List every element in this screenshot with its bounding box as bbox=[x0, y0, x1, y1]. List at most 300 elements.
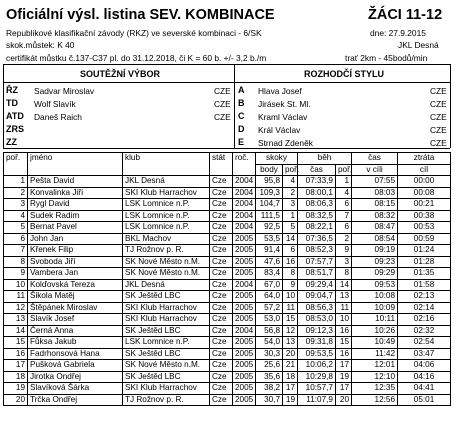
divider bbox=[3, 148, 450, 149]
cell-name: Bernat Pavel bbox=[28, 222, 123, 234]
cell-total-time: 08:54 bbox=[352, 233, 398, 245]
cell-place: 7 bbox=[4, 245, 28, 257]
cell-club: SKI Klub Harrachov bbox=[123, 187, 210, 199]
cell-year: 2004 bbox=[233, 279, 256, 291]
cell-year: 2005 bbox=[233, 256, 256, 268]
cell-name: Černá Anna bbox=[28, 325, 123, 337]
hill-info: skok.můstek: K 40 bbox=[6, 40, 75, 50]
jury-nat: CZE bbox=[214, 86, 231, 96]
cell-name: Šikola Matěj bbox=[28, 291, 123, 303]
cell-jump-points: 30,3 bbox=[256, 348, 283, 360]
cell-club: SKI Klub Harrachov bbox=[123, 302, 210, 314]
cell-loss: 02:32 bbox=[398, 325, 451, 337]
table-row bbox=[4, 210, 451, 222]
cell-nat: Cze bbox=[210, 302, 233, 314]
table-row bbox=[4, 245, 451, 257]
col-run-time: čas bbox=[298, 164, 336, 176]
divider bbox=[234, 64, 235, 148]
cell-year: 2004 bbox=[233, 222, 256, 234]
cell-loss: 00:21 bbox=[398, 199, 451, 211]
cell-name: Kolďovská Tereza bbox=[28, 279, 123, 291]
cell-place: 10 bbox=[4, 279, 28, 291]
cell-nat: Cze bbox=[210, 279, 233, 291]
cell-year: 2005 bbox=[233, 245, 256, 257]
cell-nat: Cze bbox=[210, 383, 233, 395]
cell-year: 2004 bbox=[233, 176, 256, 188]
cell-year: 2004 bbox=[233, 325, 256, 337]
cell-place: 13 bbox=[4, 314, 28, 326]
cell-club: SK Ještěd LBC bbox=[123, 348, 210, 360]
cell-nat: Cze bbox=[210, 371, 233, 383]
cell-jump-place: 18 bbox=[283, 371, 298, 383]
cell-club: LSK Lomnice n.P. bbox=[123, 337, 210, 349]
cell-year: 2004 bbox=[233, 210, 256, 222]
cell-year: 2004 bbox=[233, 199, 256, 211]
cell-total-time: 08:03 bbox=[352, 187, 398, 199]
cell-jump-points: 53,5 bbox=[256, 233, 283, 245]
cell-run-place: 11 bbox=[336, 302, 352, 314]
table-row bbox=[4, 302, 451, 314]
col-loss-sub: cíl bbox=[398, 164, 451, 176]
jury-name: Wolf Slavík bbox=[34, 99, 76, 109]
cell-name: Fadrhonsová Hana bbox=[28, 348, 123, 360]
cell-run-place: 10 bbox=[336, 314, 352, 326]
cell-run-time: 08:56,3 bbox=[298, 302, 336, 314]
cell-jump-points: 83,4 bbox=[256, 268, 283, 280]
cell-jump-points: 67,0 bbox=[256, 279, 283, 291]
cell-club: SK Nové Město n.M. bbox=[123, 256, 210, 268]
cell-run-place: 9 bbox=[336, 245, 352, 257]
cell-jump-place: 6 bbox=[283, 245, 298, 257]
cell-club: TJ Rožnov p. R. bbox=[123, 394, 210, 406]
cell-nat: Cze bbox=[210, 199, 233, 211]
cell-place: 15 bbox=[4, 337, 28, 349]
cell-jump-place: 13 bbox=[283, 337, 298, 349]
cell-club: SKI Klub Harrachov bbox=[123, 383, 210, 395]
cell-nat: Cze bbox=[210, 325, 233, 337]
track-info: trať 2km - 45bodů/min bbox=[345, 53, 428, 63]
jury-role: ZZ bbox=[6, 137, 17, 147]
cell-run-time: 07:57,7 bbox=[298, 256, 336, 268]
cell-place: 4 bbox=[4, 210, 28, 222]
cell-place: 9 bbox=[4, 268, 28, 280]
judge-nat: CZE bbox=[430, 138, 447, 148]
col-run: běh bbox=[298, 153, 352, 165]
col-nat: stát bbox=[210, 153, 233, 176]
cell-jump-place: 16 bbox=[283, 256, 298, 268]
cell-jump-place: 19 bbox=[283, 394, 298, 406]
cell-run-place: 19 bbox=[336, 371, 352, 383]
table-row bbox=[4, 187, 451, 199]
cell-name: Štěpánek Miroslav bbox=[28, 302, 123, 314]
cell-run-place: 17 bbox=[336, 383, 352, 395]
cell-total-time: 08:15 bbox=[352, 199, 398, 211]
judge-name: Strnad Zdeněk bbox=[258, 138, 313, 148]
cell-place: 18 bbox=[4, 371, 28, 383]
cell-jump-points: 54,0 bbox=[256, 337, 283, 349]
cell-club: JKL Desná bbox=[123, 279, 210, 291]
col-total-time: čas bbox=[352, 153, 398, 165]
cell-jump-place: 12 bbox=[283, 325, 298, 337]
cell-year: 2005 bbox=[233, 360, 256, 372]
divider bbox=[3, 64, 4, 148]
divider bbox=[3, 82, 450, 83]
cell-jump-points: 91,4 bbox=[256, 245, 283, 257]
jury-role: ZRS bbox=[6, 124, 24, 134]
cell-name: Slavíková Šárka bbox=[28, 383, 123, 395]
cell-run-place: 6 bbox=[336, 199, 352, 211]
judge-letter: B bbox=[238, 98, 245, 108]
col-jump-points: body bbox=[256, 164, 283, 176]
results-table bbox=[3, 152, 451, 406]
cell-loss: 00:38 bbox=[398, 210, 451, 222]
results-body bbox=[4, 176, 451, 406]
cell-jump-place: 3 bbox=[283, 199, 298, 211]
cell-place: 6 bbox=[4, 233, 28, 245]
document-title: Oficiální výsl. listina SEV. KOMBINACE bbox=[6, 7, 275, 23]
cell-place: 8 bbox=[4, 256, 28, 268]
cell-total-time: 10:11 bbox=[352, 314, 398, 326]
table-row bbox=[4, 360, 451, 372]
judge-letter: A bbox=[238, 85, 245, 95]
cell-name: Slavík Josef bbox=[28, 314, 123, 326]
cell-jump-place: 5 bbox=[283, 222, 298, 234]
cell-total-time: 11:42 bbox=[352, 348, 398, 360]
cell-loss: 02:16 bbox=[398, 314, 451, 326]
cell-nat: Cze bbox=[210, 256, 233, 268]
cell-nat: Cze bbox=[210, 348, 233, 360]
cell-club: BKL Machov bbox=[123, 233, 210, 245]
cell-jump-place: 17 bbox=[283, 383, 298, 395]
table-row bbox=[4, 383, 451, 395]
cell-run-time: 09:12,3 bbox=[298, 325, 336, 337]
cell-year: 2005 bbox=[233, 233, 256, 245]
cell-run-place: 20 bbox=[336, 394, 352, 406]
cell-year: 2005 bbox=[233, 268, 256, 280]
cell-loss: 02:14 bbox=[398, 302, 451, 314]
cell-run-place: 3 bbox=[336, 256, 352, 268]
cell-name: John Jan bbox=[28, 233, 123, 245]
jury-nat: CZE bbox=[214, 112, 231, 122]
cell-run-place: 2 bbox=[336, 233, 352, 245]
cell-name: Vambera Jan bbox=[28, 268, 123, 280]
cell-year: 2005 bbox=[233, 314, 256, 326]
cell-jump-points: 95,8 bbox=[256, 176, 283, 188]
cell-run-place: 1 bbox=[336, 176, 352, 188]
table-header-row bbox=[4, 153, 451, 165]
cell-year: 2005 bbox=[233, 383, 256, 395]
divider bbox=[3, 64, 450, 65]
cell-total-time: 09:29 bbox=[352, 268, 398, 280]
cell-name: Křenek Filip bbox=[28, 245, 123, 257]
judge-nat: CZE bbox=[430, 99, 447, 109]
hill-certificate: certifikát můstku č.137-C37 pl. do 31.12.2018, či K = 60 b. +/- 3,2 b./m bbox=[6, 53, 267, 63]
cell-total-time: 12:35 bbox=[352, 383, 398, 395]
cell-place: 5 bbox=[4, 222, 28, 234]
cell-place: 19 bbox=[4, 383, 28, 395]
col-jumps: skoky bbox=[256, 153, 298, 165]
cell-loss: 02:54 bbox=[398, 337, 451, 349]
col-year: roč. bbox=[233, 153, 256, 176]
cell-total-time: 10:09 bbox=[352, 302, 398, 314]
cell-loss: 00:53 bbox=[398, 222, 451, 234]
cell-run-place: 17 bbox=[336, 360, 352, 372]
table-row bbox=[4, 337, 451, 349]
table-row bbox=[4, 394, 451, 406]
competition-subtitle: Republikové klasifikační závody (RKZ) ve severské kombinaci - 6/SK bbox=[6, 28, 262, 38]
cell-club: SK Ještěd LBC bbox=[123, 371, 210, 383]
cell-jump-place: 20 bbox=[283, 348, 298, 360]
cell-loss: 05:01 bbox=[398, 394, 451, 406]
cell-total-time: 07:55 bbox=[352, 176, 398, 188]
cell-loss: 00:00 bbox=[398, 176, 451, 188]
cell-run-place: 16 bbox=[336, 348, 352, 360]
cell-run-time: 10:06,2 bbox=[298, 360, 336, 372]
cell-jump-points: 53,0 bbox=[256, 314, 283, 326]
cell-total-time: 12:01 bbox=[352, 360, 398, 372]
cell-run-time: 08:52,3 bbox=[298, 245, 336, 257]
cell-jump-points: 64,0 bbox=[256, 291, 283, 303]
cell-nat: Cze bbox=[210, 222, 233, 234]
cell-name: Svoboda Jiří bbox=[28, 256, 123, 268]
table-row bbox=[4, 176, 451, 188]
cell-total-time: 10:08 bbox=[352, 291, 398, 303]
cell-run-time: 11:07,9 bbox=[298, 394, 336, 406]
cell-nat: Cze bbox=[210, 233, 233, 245]
jury-title: SOUTĚŽNÍ VÝBOR bbox=[80, 69, 161, 79]
cell-place: 12 bbox=[4, 302, 28, 314]
cell-club: TJ Rožnov p. R. bbox=[123, 245, 210, 257]
cell-club: LSK Lomnice n.P. bbox=[123, 222, 210, 234]
cell-place: 2 bbox=[4, 187, 28, 199]
cell-jump-place: 10 bbox=[283, 291, 298, 303]
cell-club: SK Ještěd LBC bbox=[123, 291, 210, 303]
cell-year: 2005 bbox=[233, 394, 256, 406]
cell-jump-points: 104,7 bbox=[256, 199, 283, 211]
table-row bbox=[4, 348, 451, 360]
cell-nat: Cze bbox=[210, 291, 233, 303]
cell-run-time: 08:06,3 bbox=[298, 199, 336, 211]
cell-jump-place: 21 bbox=[283, 360, 298, 372]
cell-jump-place: 15 bbox=[283, 314, 298, 326]
cell-club: LSK Lomnice n.P. bbox=[123, 199, 210, 211]
col-name: jméno bbox=[28, 153, 123, 176]
cell-place: 11 bbox=[4, 291, 28, 303]
cell-nat: Cze bbox=[210, 337, 233, 349]
cell-name: Konvalinka Jiří bbox=[28, 187, 123, 199]
col-club: klub bbox=[123, 153, 210, 176]
cell-nat: Cze bbox=[210, 394, 233, 406]
cell-place: 20 bbox=[4, 394, 28, 406]
cell-total-time: 12:10 bbox=[352, 371, 398, 383]
cell-loss: 00:59 bbox=[398, 233, 451, 245]
table-row bbox=[4, 279, 451, 291]
cell-loss: 01:35 bbox=[398, 268, 451, 280]
cell-run-place: 8 bbox=[336, 268, 352, 280]
cell-nat: Cze bbox=[210, 314, 233, 326]
cell-run-place: 6 bbox=[336, 222, 352, 234]
cell-total-time: 09:19 bbox=[352, 245, 398, 257]
cell-nat: Cze bbox=[210, 360, 233, 372]
cell-year: 2005 bbox=[233, 302, 256, 314]
cell-club: SK Nové Město n.M. bbox=[123, 268, 210, 280]
cell-jump-points: 57,2 bbox=[256, 302, 283, 314]
cell-jump-points: 25,6 bbox=[256, 360, 283, 372]
judge-name: Kraml Václav bbox=[258, 112, 308, 122]
cell-run-time: 08:51,7 bbox=[298, 268, 336, 280]
cell-name: Pešta David bbox=[28, 176, 123, 188]
table-row bbox=[4, 233, 451, 245]
cell-jump-place: 1 bbox=[283, 210, 298, 222]
cell-loss: 04:41 bbox=[398, 383, 451, 395]
divider bbox=[450, 64, 451, 148]
jury-name: Daneš Raich bbox=[34, 112, 82, 122]
cell-total-time: 12:56 bbox=[352, 394, 398, 406]
cell-run-time: 08:32,5 bbox=[298, 210, 336, 222]
col-loss: ztráta bbox=[398, 153, 451, 165]
cell-jump-points: 47,6 bbox=[256, 256, 283, 268]
cell-run-time: 07:36,5 bbox=[298, 233, 336, 245]
cell-jump-points: 56,8 bbox=[256, 325, 283, 337]
table-row bbox=[4, 256, 451, 268]
cell-total-time: 08:47 bbox=[352, 222, 398, 234]
cell-club: JKL Desná bbox=[123, 176, 210, 188]
cell-name: Sudek Radim bbox=[28, 210, 123, 222]
col-run-place: poř. bbox=[336, 164, 352, 176]
judge-nat: CZE bbox=[430, 112, 447, 122]
cell-year: 2005 bbox=[233, 371, 256, 383]
cell-place: 14 bbox=[4, 325, 28, 337]
cell-loss: 00:08 bbox=[398, 187, 451, 199]
cell-run-time: 09:31,8 bbox=[298, 337, 336, 349]
cell-total-time: 10:26 bbox=[352, 325, 398, 337]
cell-loss: 03:47 bbox=[398, 348, 451, 360]
cell-jump-points: 35,6 bbox=[256, 371, 283, 383]
cell-run-time: 07:33,9 bbox=[298, 176, 336, 188]
table-row bbox=[4, 314, 451, 326]
cell-name: Jirotka Ondřej bbox=[28, 371, 123, 383]
cell-loss: 01:58 bbox=[398, 279, 451, 291]
cell-loss: 01:24 bbox=[398, 245, 451, 257]
judges-title: ROZHODČÍ STYLU bbox=[304, 69, 384, 79]
cell-run-place: 4 bbox=[336, 187, 352, 199]
cell-jump-points: 111,5 bbox=[256, 210, 283, 222]
judge-name: Hlava Josef bbox=[258, 86, 302, 96]
organizer: JKL Desná bbox=[398, 40, 439, 50]
cell-jump-points: 38,2 bbox=[256, 383, 283, 395]
cell-run-place: 16 bbox=[336, 325, 352, 337]
cell-loss: 04:06 bbox=[398, 360, 451, 372]
cell-year: 2005 bbox=[233, 337, 256, 349]
judge-name: Král Václav bbox=[258, 125, 301, 135]
col-jump-place: poř. bbox=[283, 164, 298, 176]
cell-jump-place: 8 bbox=[283, 268, 298, 280]
competition-date: dne: 27.9.2015 bbox=[370, 28, 426, 38]
cell-jump-points: 30,7 bbox=[256, 394, 283, 406]
cell-total-time: 08:32 bbox=[352, 210, 398, 222]
cell-club: SKI Klub Harrachov bbox=[123, 314, 210, 326]
category-label: ŽÁCI 11-12 bbox=[368, 7, 443, 23]
jury-role: ATD bbox=[6, 111, 24, 121]
jury-nat: CZE bbox=[214, 99, 231, 109]
cell-club: LSK Lomnice n.P. bbox=[123, 210, 210, 222]
cell-nat: Cze bbox=[210, 245, 233, 257]
judge-name: Jirásek St. Ml. bbox=[258, 99, 311, 109]
judge-letter: E bbox=[238, 137, 245, 147]
cell-run-time: 08:53,0 bbox=[298, 314, 336, 326]
cell-run-place: 7 bbox=[336, 210, 352, 222]
table-row bbox=[4, 222, 451, 234]
cell-club: SK Nové Město n.M. bbox=[123, 360, 210, 372]
cell-place: 16 bbox=[4, 348, 28, 360]
cell-jump-points: 109,3 bbox=[256, 187, 283, 199]
judge-nat: CZE bbox=[430, 86, 447, 96]
cell-year: 2005 bbox=[233, 291, 256, 303]
table-row bbox=[4, 291, 451, 303]
cell-total-time: 10:49 bbox=[352, 337, 398, 349]
col-total-time-sub: v cíli bbox=[352, 164, 398, 176]
judge-letter: C bbox=[238, 111, 245, 121]
cell-year: 2005 bbox=[233, 348, 256, 360]
cell-run-place: 13 bbox=[336, 291, 352, 303]
cell-jump-place: 11 bbox=[283, 302, 298, 314]
col-place: poř. bbox=[4, 153, 28, 176]
cell-jump-place: 4 bbox=[283, 176, 298, 188]
cell-jump-place: 14 bbox=[283, 233, 298, 245]
cell-run-time: 09:53,5 bbox=[298, 348, 336, 360]
cell-run-time: 09:29,4 bbox=[298, 279, 336, 291]
table-row bbox=[4, 199, 451, 211]
cell-nat: Cze bbox=[210, 268, 233, 280]
cell-total-time: 09:23 bbox=[352, 256, 398, 268]
cell-place: 1 bbox=[4, 176, 28, 188]
cell-club: SK Ještěd LBC bbox=[123, 325, 210, 337]
jury-role: ŘZ bbox=[6, 85, 18, 95]
cell-name: Rygl David bbox=[28, 199, 123, 211]
cell-name: Fůksa Jakub bbox=[28, 337, 123, 349]
cell-loss: 01:28 bbox=[398, 256, 451, 268]
cell-jump-points: 92,5 bbox=[256, 222, 283, 234]
cell-place: 17 bbox=[4, 360, 28, 372]
cell-loss: 02:13 bbox=[398, 291, 451, 303]
judge-letter: D bbox=[238, 124, 245, 134]
cell-run-time: 09:04,7 bbox=[298, 291, 336, 303]
judge-nat: CZE bbox=[430, 125, 447, 135]
table-row bbox=[4, 268, 451, 280]
cell-total-time: 09:53 bbox=[352, 279, 398, 291]
cell-jump-place: 2 bbox=[283, 187, 298, 199]
cell-run-place: 15 bbox=[336, 337, 352, 349]
table-row bbox=[4, 325, 451, 337]
cell-nat: Cze bbox=[210, 187, 233, 199]
cell-run-time: 10:57,7 bbox=[298, 383, 336, 395]
cell-loss: 04:16 bbox=[398, 371, 451, 383]
jury-name: Sadvar Miroslav bbox=[34, 86, 95, 96]
cell-run-time: 10:29,8 bbox=[298, 371, 336, 383]
cell-name: Trčka Ondřej bbox=[28, 394, 123, 406]
cell-jump-place: 9 bbox=[283, 279, 298, 291]
cell-year: 2004 bbox=[233, 187, 256, 199]
cell-nat: Cze bbox=[210, 176, 233, 188]
cell-name: Pušková Gabriela bbox=[28, 360, 123, 372]
cell-nat: Cze bbox=[210, 210, 233, 222]
table-row bbox=[4, 371, 451, 383]
cell-run-time: 08:22,1 bbox=[298, 222, 336, 234]
cell-run-place: 14 bbox=[336, 279, 352, 291]
cell-run-time: 08:00,1 bbox=[298, 187, 336, 199]
cell-place: 3 bbox=[4, 199, 28, 211]
jury-role: TD bbox=[6, 98, 18, 108]
